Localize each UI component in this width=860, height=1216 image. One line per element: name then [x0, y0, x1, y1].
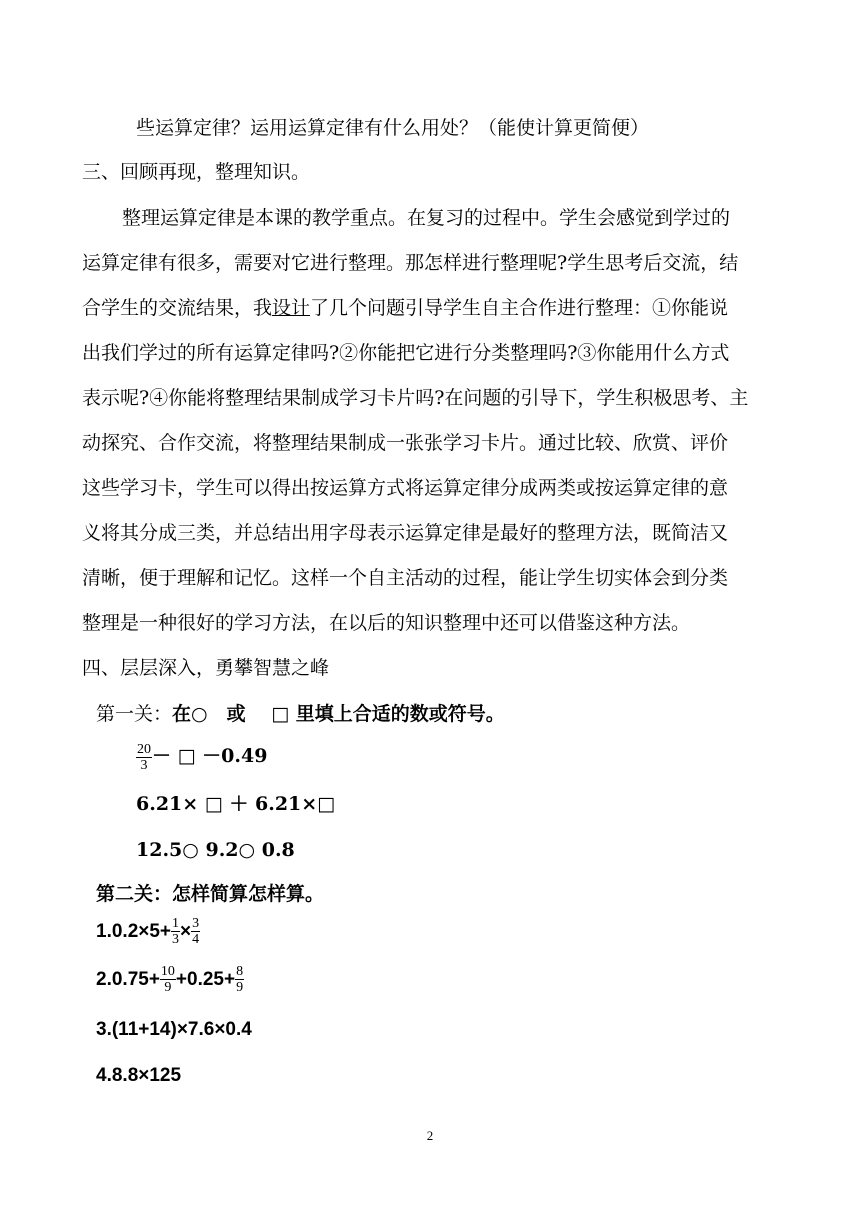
expression: +0.25+ [175, 969, 236, 990]
expression: 2.0.75+ [96, 969, 160, 990]
underlined-word: 设计 [272, 297, 311, 319]
level1-question-2: 6.21× □ ＋ 6.21×□ [136, 793, 336, 815]
fraction-numerator: 1 [172, 916, 180, 932]
level1-label: 第一关： [96, 703, 173, 725]
expression: 1.0.2×5+ [96, 921, 172, 942]
fraction [136, 742, 152, 773]
paragraph-line: 表示呢?④你能将整理结果制成学习卡片吗?在问题的引导下，学生积极思考、主 [82, 387, 749, 409]
text-run: 合学生的交流结果，我 [82, 297, 273, 319]
fraction [160, 964, 176, 995]
section-heading-4: 四、层层深入，勇攀智慧之峰 [82, 657, 330, 679]
fraction-denominator: 9 [236, 980, 244, 996]
text-run: 了几个问题引导学生自主合作进行整理：①你能说 [310, 297, 729, 319]
paragraph-line: 这些学习卡，学生可以得出按运算方式将运算定律分成两类或按运算定律的意 [82, 477, 729, 499]
fraction-denominator: 4 [192, 932, 200, 948]
fraction [171, 916, 180, 947]
paragraph-line: 出我们学过的所有运算定律吗?②你能把它进行分类整理吗?③你能用什么方式 [82, 342, 730, 364]
paragraph-line: 动探究、合作交流，将整理结果制成一张张学习卡片。通过比较、欣赏、评价 [82, 432, 729, 454]
level2-heading: 第二关：怎样简算怎样算。 [96, 883, 325, 905]
paragraph-line: 整理是一种很好的学习方法，在以后的知识整理中还可以借鉴这种方法。 [82, 612, 691, 634]
fraction-denominator: 9 [164, 980, 172, 996]
level2-question-3: 3.(11+14)×7.6×0.4 [96, 1019, 252, 1040]
fraction-numerator: 3 [192, 916, 200, 932]
paragraph-line: 些运算定律？运用运算定律有什么用处？（能使计算更简便） [136, 117, 650, 139]
page-number: 2 [426, 1128, 434, 1143]
fraction-numerator: 20 [137, 741, 151, 757]
fraction-numerator: 8 [236, 964, 244, 980]
level1-question-3: 12.5○ 9.2○ 0.8 [136, 839, 295, 861]
paragraph-line: 清晰，便于理解和记忆。这样一个自主活动的过程，能让学生切实体会到分类 [82, 567, 729, 589]
paragraph-line: 义将其分成三类，并总结出用字母表示运算定律是最好的整理方法，既简洁又 [82, 522, 729, 544]
fraction-denominator: 3 [140, 757, 148, 773]
operator: × [180, 921, 192, 942]
fraction-denominator: 3 [172, 932, 180, 948]
level2-question-1 [96, 916, 200, 948]
section-heading-3: 三、回顾再现，整理知识。 [82, 161, 311, 183]
level1-heading [96, 700, 505, 728]
expression: － □ －0.49 [152, 745, 268, 767]
fraction-numerator: 10 [160, 964, 175, 980]
level2-question-4: 4.8.8×125 [96, 1065, 182, 1086]
paragraph-line [82, 294, 728, 322]
level2-question-2 [96, 964, 244, 996]
fraction [235, 964, 244, 995]
level1-instruction: 在○ 或 □ 里填上合适的数或符号。 [172, 703, 505, 725]
paragraph-line: 运算定律有很多，需要对它进行整理。那怎样进行整理呢?学生思考后交流，结 [82, 252, 739, 274]
level1-question-1 [136, 740, 267, 773]
fraction [191, 916, 200, 947]
paragraph-line: 整理运算定律是本课的教学重点。在复习的过程中。学生会感觉到学过的 [122, 207, 731, 229]
